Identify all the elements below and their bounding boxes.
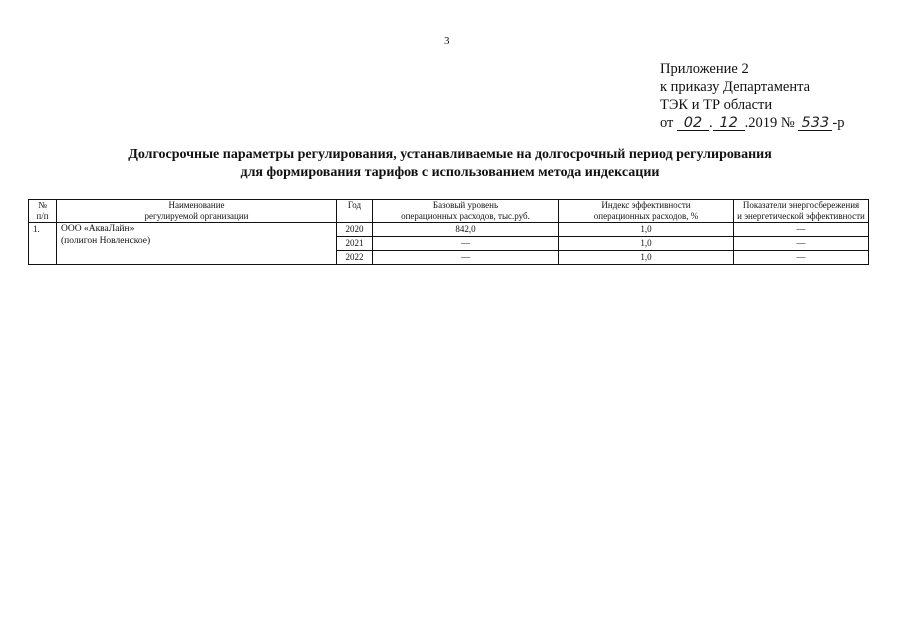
date-year: .2019 № xyxy=(744,115,795,131)
header-efficiency-index: Индекс эффективности операционных расходов, % xyxy=(559,200,734,223)
appendix-block xyxy=(660,60,844,132)
header-num: № п/п xyxy=(29,200,57,223)
cell-year: 2020 xyxy=(337,223,373,237)
header-energy-indicators: Показатели энергосбережения и энергетической эффективности xyxy=(734,200,869,223)
cell-energy: — xyxy=(734,237,869,251)
cell-index: 1,0 xyxy=(559,237,734,251)
appendix-order-date xyxy=(660,114,844,132)
cell-index: 1,0 xyxy=(559,251,734,265)
date-dot: . xyxy=(709,115,713,131)
handwritten-month: 12 xyxy=(713,116,745,131)
document-title xyxy=(40,146,860,182)
title-line-2: для формирования тарифов с использованием метода индексации xyxy=(240,165,660,180)
table-row xyxy=(29,223,869,237)
cell-year: 2022 xyxy=(337,251,373,265)
appendix-line-2: к приказу Департамента xyxy=(660,79,811,95)
title-line-1: Долгосрочные параметры регулирования, устанавливаемые на долгосрочный период регулирования xyxy=(128,147,772,162)
handwritten-day: 02 xyxy=(677,116,709,131)
cell-base: 842,0 xyxy=(373,223,559,237)
order-suffix: -р xyxy=(832,115,845,131)
cell-num: 1. xyxy=(29,223,57,265)
header-year: Год xyxy=(337,200,373,223)
parameters-table xyxy=(28,199,869,265)
cell-energy: — xyxy=(734,223,869,237)
appendix-line-1: Приложение 2 xyxy=(660,61,749,77)
handwritten-order-number: 533 xyxy=(798,116,832,131)
appendix-line-3: ТЭК и ТР области xyxy=(660,97,773,113)
cell-base: — xyxy=(373,237,559,251)
page-number: 3 xyxy=(444,35,450,47)
header-base-level: Базовый уровень операционных расходов, тыс.руб. xyxy=(373,200,559,223)
cell-year: 2021 xyxy=(337,237,373,251)
cell-org: ООО «АкваЛайн» (полигон Новленское) xyxy=(57,223,337,265)
header-org: Наименование регулируемой организации xyxy=(57,200,337,223)
cell-energy: — xyxy=(734,251,869,265)
cell-index: 1,0 xyxy=(559,223,734,237)
cell-base: — xyxy=(373,251,559,265)
table-header-row xyxy=(29,200,869,223)
date-prefix: от xyxy=(660,115,674,131)
